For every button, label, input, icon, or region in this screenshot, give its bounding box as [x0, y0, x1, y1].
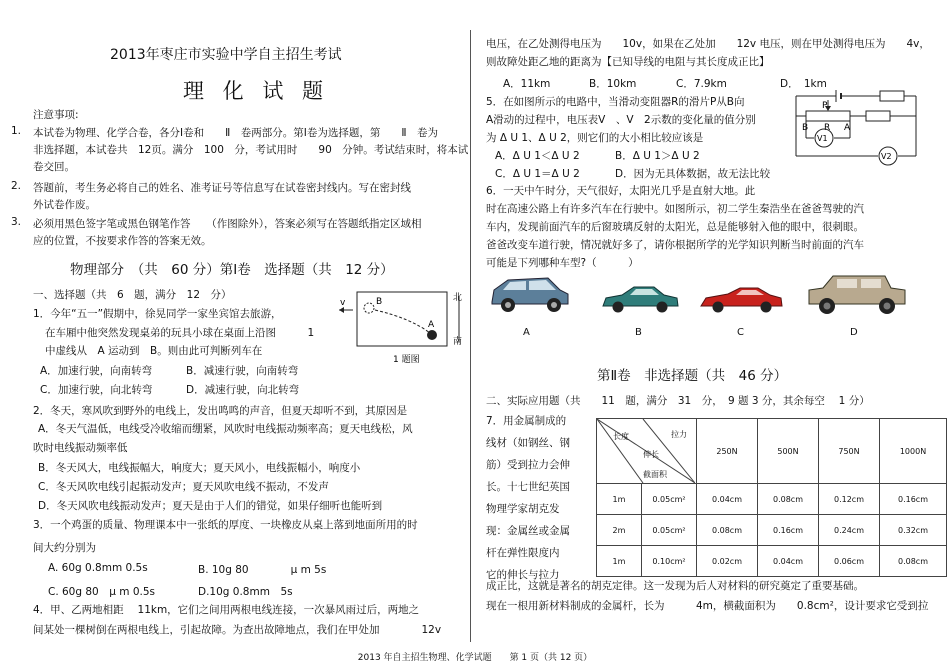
table-cell: 0.32cm: [880, 515, 947, 546]
note-2-line: 外试卷作废。: [33, 199, 96, 211]
table-cell: 0.08cm: [697, 515, 758, 546]
q3-option: A. 60g 0.8mm 0.5s: [48, 562, 148, 574]
north-label: 北: [453, 293, 463, 303]
q1-figure: [335, 288, 470, 368]
notes-heading: 注意事项:: [33, 109, 79, 121]
note-3-num: 3.: [11, 216, 22, 228]
note-3-line: 应的位置，不按要求作答的答案无效。: [33, 235, 212, 247]
q2-option-line: A．冬天气温低，电线受冷收缩而绷紧，风吹时电线振动频率高；夏天电线松，风: [38, 423, 413, 435]
note-3-line: 必须用黑色签字笔或黑色钢笔作答 （作图除外），答案必须写在答题纸指定区域相: [33, 218, 422, 230]
page-footer: 2013 年自主招生物理、化学试题 第 1 页（共 12 页）: [357, 653, 593, 663]
q1-line: 中虚线从 A 运动到 B。则由此可判断列车在: [45, 345, 263, 357]
q3-option: C. 60g 80 μ m 0.5s: [48, 586, 155, 598]
table-cell: 0.12cm: [819, 484, 880, 515]
note-1-num: 1.: [11, 125, 22, 137]
q7-line: 物理学家胡克发: [486, 503, 560, 515]
q1-ball-b: [364, 303, 374, 313]
subject-title: 理 化 试 题: [183, 79, 330, 103]
q4-line: 4．甲、乙两地相距 11km，它们之间用两根电线连接，一次暴风雨过后，两地之: [33, 604, 420, 616]
q4-option: C．7.9km: [676, 78, 727, 90]
q4-line: 间某处一棵树倒在两根电线上，引起故障。为查出故障地点，我们在甲处加 12v: [33, 624, 442, 636]
car-a-suv: [488, 272, 572, 316]
col-header: 250N: [697, 419, 758, 484]
circuit-b: B: [802, 123, 809, 133]
table-cell: 0.02cm: [697, 546, 758, 577]
q3-line: 3．一个鸡蛋的质量、物理课本中一张纸的厚度、一块橡皮从桌上落到地面所用的时: [33, 519, 418, 531]
q5-option: C．Δ U 1＝Δ U 2: [495, 168, 580, 180]
q4-option: A．11km: [503, 78, 551, 90]
q2-option-line: 吹时电线振动频率低: [33, 442, 128, 454]
table-row: [597, 515, 947, 546]
q5-option: D．因为无具体数据，故无法比较: [615, 168, 771, 180]
corner-stretch: 伸长: [643, 450, 659, 459]
car-label-b: B: [635, 327, 642, 338]
q1-b-label: B: [376, 297, 383, 307]
q5-circuit: [788, 86, 924, 172]
corner-length: 长度: [613, 432, 629, 441]
q7-bottom-line: 成正比，这就是著名的胡克定律。这一发现为后人对材料的研究奠定了重要基础。: [486, 580, 864, 592]
circuit-v1: V1: [817, 134, 828, 143]
q7-line: 现：金属丝或金属: [486, 525, 570, 537]
q1-option: C．加速行驶，向北转弯: [40, 384, 153, 396]
q7-line: 线材（如钢丝、钢: [486, 437, 570, 449]
q5-option: A．Δ U 1＜Δ U 2: [495, 150, 580, 162]
column-divider: [470, 30, 471, 642]
q2-option-line: B．冬天风大，电线振幅大，响度大；夏天风小，电线振幅小，响度小: [38, 462, 361, 474]
section1-heading: 一、选择题（共 6 题，满分 12 分）: [33, 289, 232, 301]
note-1-line: 卷交回。: [33, 161, 75, 173]
q6-line: 时在高速公路上有许多汽车在行驶中。如图所示，初二学生秦浩坐在爸爸驾驶的汽: [486, 203, 864, 215]
q3-option: B. 10g 80 μ m 5s: [198, 564, 327, 576]
car-label-c: C: [737, 327, 744, 338]
note-2-num: 2.: [11, 180, 22, 192]
corner-area: 截面积: [643, 470, 667, 479]
q5-line: 5．在如图所示的电路中，当滑动变阻器R的滑片P从B向: [486, 96, 745, 108]
table-corner: [597, 419, 697, 484]
south-label: 南: [453, 337, 463, 347]
q2-option-line: C．冬天风吹电线引起振动发声；夏天风吹电线不振动，不发声: [38, 481, 329, 493]
col-header: 750N: [819, 419, 880, 484]
q6-line: 可能是下列哪种车型?（ ）: [486, 257, 639, 269]
table-cell: 0.16cm: [758, 515, 819, 546]
section2-heading: 二、实际应用题（共 11 题，满分 31 分， 9 题 3 分，其余每空 1 分）: [486, 395, 870, 407]
q7-bottom-line: 现在一根用新材料制成的金属杆，长为 4m，横截面积为 0.8cm²，设计要求它受到拉: [486, 600, 929, 612]
table-cell: 0.24cm: [819, 515, 880, 546]
circuit-a: A: [844, 123, 851, 133]
note-1-line: 本试卷为物理、化学合卷，各分Ⅰ卷和 Ⅱ 卷两部分。第Ⅰ卷为选择题，第 Ⅱ 卷为: [33, 127, 439, 139]
q4-right-line: 则故障处距乙地的距离为【已知导线的电阻与其长度成正比】: [486, 56, 770, 68]
corner-force: 拉力: [671, 430, 687, 439]
exam-title: 2013年枣庄市实验中学自主招生考试: [110, 47, 342, 63]
q7-line: 7．用金属制成的: [486, 415, 567, 427]
q1-caption: 1 题图: [393, 355, 420, 365]
circuit-v2: V2: [881, 152, 892, 161]
table-cell: 0.08cm: [758, 484, 819, 515]
q6-line: 车内，发现前面汽车的后窗玻璃反射的太阳光，总是能够射入他的眼中，很刺眼。: [486, 221, 864, 233]
q3-option: D.10g 0.8mm 5s: [198, 586, 293, 598]
hooke-table: [596, 418, 947, 577]
q1-path: [375, 310, 430, 333]
physics-heading: 物理部分 （共 60 分）第Ⅰ卷 选择题（共 12 分）: [70, 262, 394, 278]
table-cell: 0.04cm: [758, 546, 819, 577]
note-1-line: 非选择题，本试卷共 12页。满分 100 分，考试用时 90 分钟。考试结束时，将本试: [33, 144, 469, 156]
q1-ball-a: [427, 330, 437, 340]
col-header: 500N: [758, 419, 819, 484]
q7-line: 杆在弹性限度内: [486, 547, 560, 559]
table-cell: 0.06cm: [819, 546, 880, 577]
note-2-line: 答题前，考生务必将自己的姓名、准考证号等信息写在试卷密封线内。写在密封线: [33, 182, 411, 194]
row-length: 1m: [597, 546, 642, 577]
row-area: 0.05cm²: [642, 515, 697, 546]
row-area: 0.10cm²: [642, 546, 697, 577]
q3-line: 间大约分别为: [33, 542, 96, 554]
q2-stem: 2．冬天，寒风吹到野外的电线上，发出鸣鸣的声音，但夏天却听不到，其原因是: [33, 405, 408, 417]
circuit-r: R: [824, 123, 831, 133]
q4-right-line: 电压，在乙处测得电压为 10v，如果在乙处加 12v 电压，则在甲处测得电压为 4v，: [486, 38, 930, 50]
q4-option: B．10km: [589, 78, 637, 90]
table-row: [597, 546, 947, 577]
car-d-hummer: [805, 270, 909, 318]
q4-option: D． 1km: [780, 78, 827, 90]
table-cell: 0.04cm: [697, 484, 758, 515]
car-label-a: A: [523, 327, 530, 338]
row-length: 2m: [597, 515, 642, 546]
q1-option: B．减速行驶，向南转弯: [186, 365, 299, 377]
q1-a-label: A: [428, 320, 435, 330]
q7-line: 它的伸长与拉力: [486, 569, 560, 581]
q1-option: D．减速行驶，向北转弯: [186, 384, 300, 396]
part2-heading: 第Ⅱ卷 非选择题（共 46 分）: [597, 368, 788, 384]
car-b-sedan: [600, 282, 680, 316]
q1-option: A．加速行驶，向南转弯: [40, 365, 153, 377]
q1-line: 在车厢中他突然发现桌弟的玩具小球在桌面上沿图 1: [45, 327, 315, 339]
q5-line: 为 Δ U 1、Δ U 2，则它们的大小相比较应该是: [486, 132, 704, 144]
q1-v-label: v: [340, 298, 346, 308]
car-c-sports: [698, 282, 784, 316]
q7-line: 筋）受到拉力会伸: [486, 459, 570, 471]
circuit-p: P: [822, 101, 828, 111]
col-header: 1000N: [880, 419, 947, 484]
q6-line: 6．一天中午时分，天气很好，太阳光几乎是直射大地。此: [486, 185, 756, 197]
row-length: 1m: [597, 484, 642, 515]
q7-line: 长。十七世纪英国: [486, 481, 570, 493]
car-label-d: D: [850, 327, 858, 338]
q1-line: 1．今年“五一”假期中，徐晃同学一家坐宾馆去旅游，: [33, 308, 282, 320]
q2-option-line: D．冬天风吹电线振动发声；夏天是由于人们的错觉，如果仔细听也能听到: [38, 500, 383, 512]
table-cell: 0.16cm: [880, 484, 947, 515]
q5-line: A滑动的过程中，电压表V 、V 2示数的变化量的值分别: [486, 114, 756, 126]
q6-line: 爸爸改变车道行驶，情况就好多了，请你根据所学的光学知识判断当时前面的汽车: [486, 239, 864, 251]
row-area: 0.05cm²: [642, 484, 697, 515]
q5-option: B．Δ U 1＞Δ U 2: [615, 150, 700, 162]
table-row: [597, 484, 947, 515]
table-cell: 0.08cm: [880, 546, 947, 577]
